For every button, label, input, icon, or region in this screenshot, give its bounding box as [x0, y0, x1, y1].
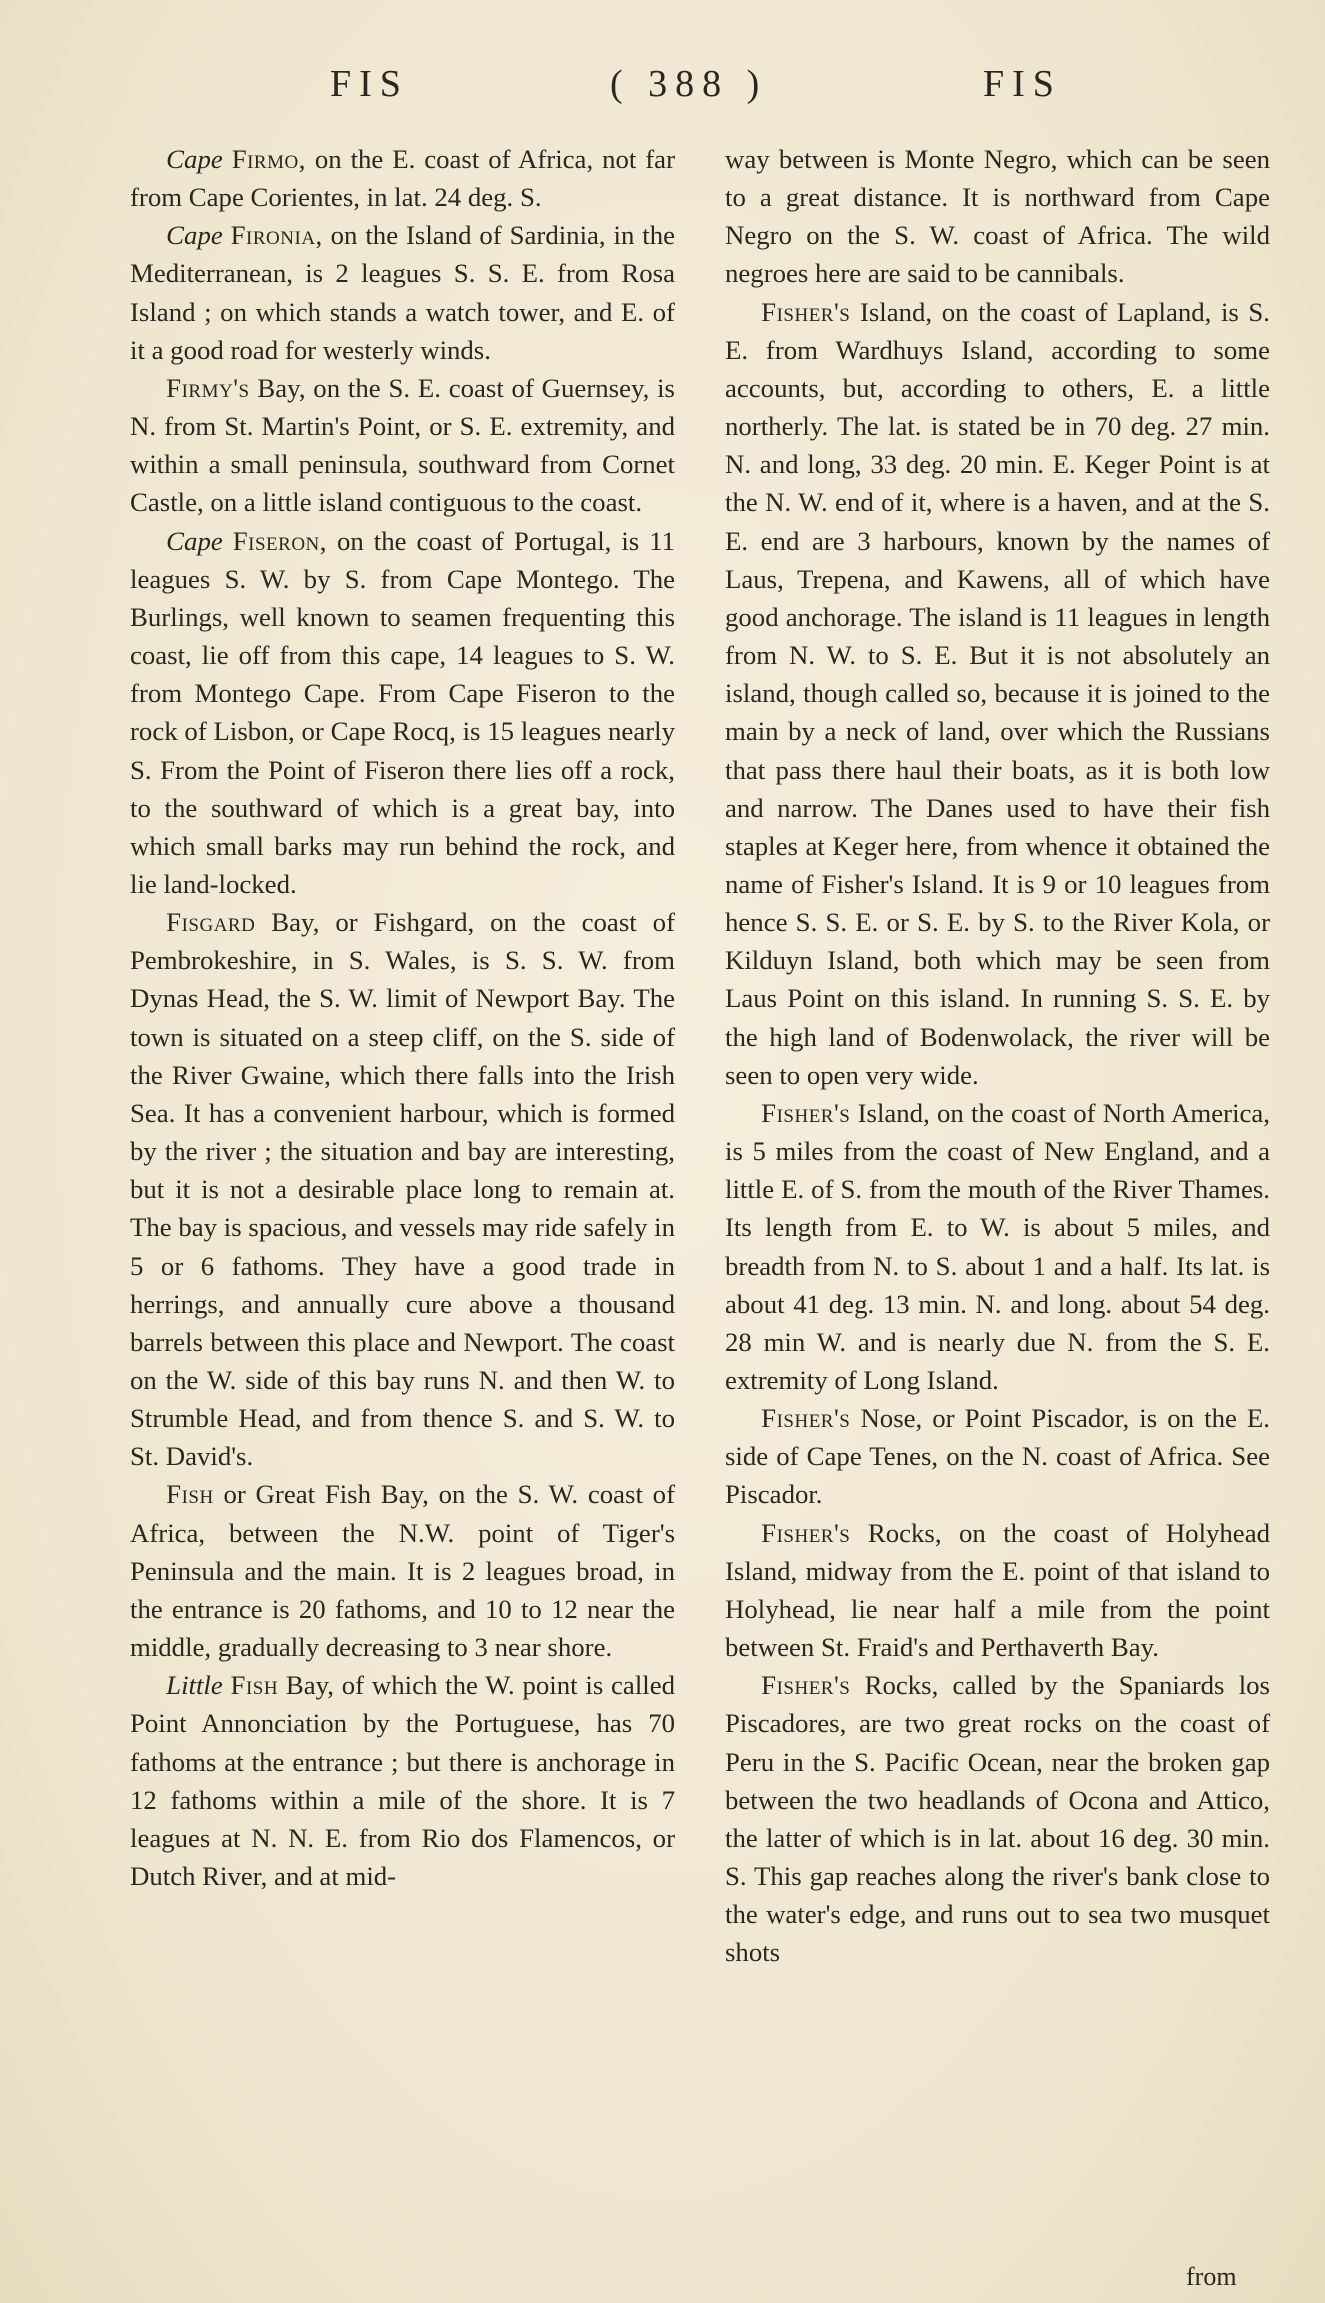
dictionary-entry	[725, 1094, 1270, 1399]
entry-headword: Fisher's	[761, 1670, 851, 1701]
dictionary-entry	[130, 140, 675, 216]
dictionary-entry	[725, 1666, 1270, 1971]
entry-headword: Fironia,	[230, 220, 323, 251]
dictionary-entry	[130, 1475, 675, 1666]
entry-text: Bay, or Fishgard, on the coast of Pembrokeshire, in S. Wales, is S. S. W. from Dynas Head, the S. W. limit of Newport Bay. The town is situated on a steep cliff, on the S. side of the River Gwaine, which there falls into the Irish Sea. It has a convenient harbour, which is formed by the river ; the situation and bay are interesting, but it is not a desirable place long to remain at. The bay is spacious, and vessels may ride safely in 5 or 6 fathoms. They have a good trade in herrings, and annually cure above a thousand barrels between this place and Newport. The coast on the W. side of this bay runs N. and then W. to Strumble Head, and from thence S. and S. W. to St. David's.	[130, 907, 675, 1472]
header-left-word: FIS	[330, 63, 409, 105]
entry-text: Island, on the coast of North America, is 5 miles from the coast of New England, and a little E. of S. from the mouth of the River Thames. Its length from E. to W. is about 5 miles, and breadth from N. to S. about 1 and a half. Its lat. is about 41 deg. 13 min. N. and long. about 54 deg. 28 min W. and is nearly due N. from the S. E. extremity of Long Island.	[725, 1097, 1270, 1395]
entry-text: Island, on the coast of Lapland, is S. E. from Wardhuys Island, according to some accounts, but, according to others, E. a little northerly. The lat. is stated be in 70 deg. 27 min. N. and long, 33 deg. 20 min. E. Keger Point is at the N. W. end of it, where is a haven, and at the S. E. end are 3 harbours, known by the names of Laus, Trepena, and Kawens, all of which have good anchorage. The island is 11 leagues in length from N. W. to S. E. But it is not absolutely an island, though called so, because it is joined to the main by a neck of land, over which the Russians that pass there haul their boats, as it is both low and narrow. The Danes used to have their fish staples at Keger here, from whence it obtained the name of Fisher's Island. It is 9 or 10 leagues from hence S. S. E. or S. E. by S. to the River Kola, or Kilduyn Island, both which may be seen from Laus Point on this island. In running S. S. E. by the high land of Bodenwolack, the river will be seen to open very wide.	[725, 296, 1270, 1090]
entry-headword: Fish	[230, 1670, 279, 1701]
entry-headword: Fisher's	[761, 1097, 851, 1128]
header-right-word: FIS	[983, 63, 1062, 105]
entry-text: way between is Monte Negro, which can be seen to a great distance. It is northward from Cape Negro on the S. W. coast of Africa. The wild negroes here are said to be cannibals.	[725, 144, 1270, 289]
entry-text: on the coast of Portugal, is 11 leagues S. W. by S. from Cape Montego. The Burlings, well known to seamen frequenting this coast, lie off from this cape, 14 leagues to S. W. from Montego Cape. From Cape Fiseron to the rock of Lisbon, or Cape Rocq, is 15 leagues nearly S. From the Point of Fiseron there lies off a rock, to the southward of which is a great bay, into which small barks may run behind the rock, and lie land-locked.	[130, 525, 675, 899]
dictionary-entry	[130, 216, 675, 369]
entry-headword: Fisher's	[761, 296, 851, 327]
entry-text: or Great Fish Bay, on the S. W. coast of Africa, between the N.W. point of Tiger's Peninsula and the main. It is 2 leagues broad, in the entrance is 20 fathoms, and 10 to 12 near the middle, gradually decreasing to 3 near shore.	[130, 1479, 675, 1663]
dictionary-entry	[130, 903, 675, 1475]
dictionary-entry	[130, 1666, 675, 1895]
dictionary-entry	[130, 522, 675, 904]
right-column	[725, 140, 1270, 1972]
entry-headword: Fisgard	[166, 907, 256, 938]
entry-headword: Firmo,	[231, 144, 306, 174]
entry-headword: Fish	[166, 1479, 214, 1510]
entry-headword: Fiseron,	[232, 525, 327, 556]
dictionary-entry	[725, 140, 1270, 293]
entry-headword: Firmy's	[166, 372, 250, 403]
entry-text: Bay, of which the W. point is called Point Annonciation by the Portuguese, has 70 fathoms at the entrance ; but there is anchorage in 12 fathoms within a mile of the shore. It is 7 leagues at N. N. E. from Rio dos Flamencos, or Dutch River, and at mid-	[130, 1670, 675, 1892]
entry-text: on the Island of Sardinia, in the Mediterranean, is 2 leagues S. S. E. from Rosa Island ; on which stands a watch tower, and E. of it a good road for westerly winds.	[130, 220, 675, 365]
entry-prefix: Little	[166, 1670, 223, 1701]
entry-text: Bay, on the S. E. coast of Guernsey, is N. from St. Martin's Point, or S. E. extremity, and within a small peninsula, southward from Cornet Castle, on a little island contiguous to the coast.	[130, 372, 675, 518]
dictionary-entry	[725, 293, 1270, 1094]
catchword: from	[1186, 2262, 1237, 2291]
entry-prefix: Cape	[166, 144, 223, 174]
entry-headword: Fisher's	[761, 1517, 851, 1548]
entry-text: Rocks, on the coast of Holyhead Island, midway from the E. point of that island to Holyhead, lie near half a mile from the point between St. Fraid's and Perthaverth Bay.	[725, 1517, 1270, 1663]
dictionary-entry	[725, 1399, 1270, 1513]
entry-text: Nose, or Point Piscador, is on the E. side of Cape Tenes, on the N. coast of Africa. See Piscador.	[725, 1403, 1270, 1510]
entry-headword: Fisher's	[761, 1403, 851, 1434]
page-number: ( 388 )	[610, 63, 768, 105]
entry-text: on the E. coast of Africa, not far from Cape Corientes, in lat. 24 deg. S.	[130, 144, 675, 213]
entry-text: Rocks, called by the Spaniards los Piscadores, are two great rocks on the coast of Peru in the S. Pacific Ocean, near the broken gap between the two headlands of Ocona and Attico, the latter of which is in lat. about 16 deg. 30 min. S. This gap reaches along the river's bank close to the water's edge, and runs out to sea two musquet shots	[725, 1670, 1270, 1968]
entry-prefix: Cape	[166, 525, 223, 556]
entry-prefix: Cape	[166, 220, 223, 251]
running-header	[140, 62, 1250, 122]
dictionary-entry	[130, 369, 675, 522]
left-column	[130, 140, 675, 1895]
dictionary-entry	[725, 1514, 1270, 1667]
